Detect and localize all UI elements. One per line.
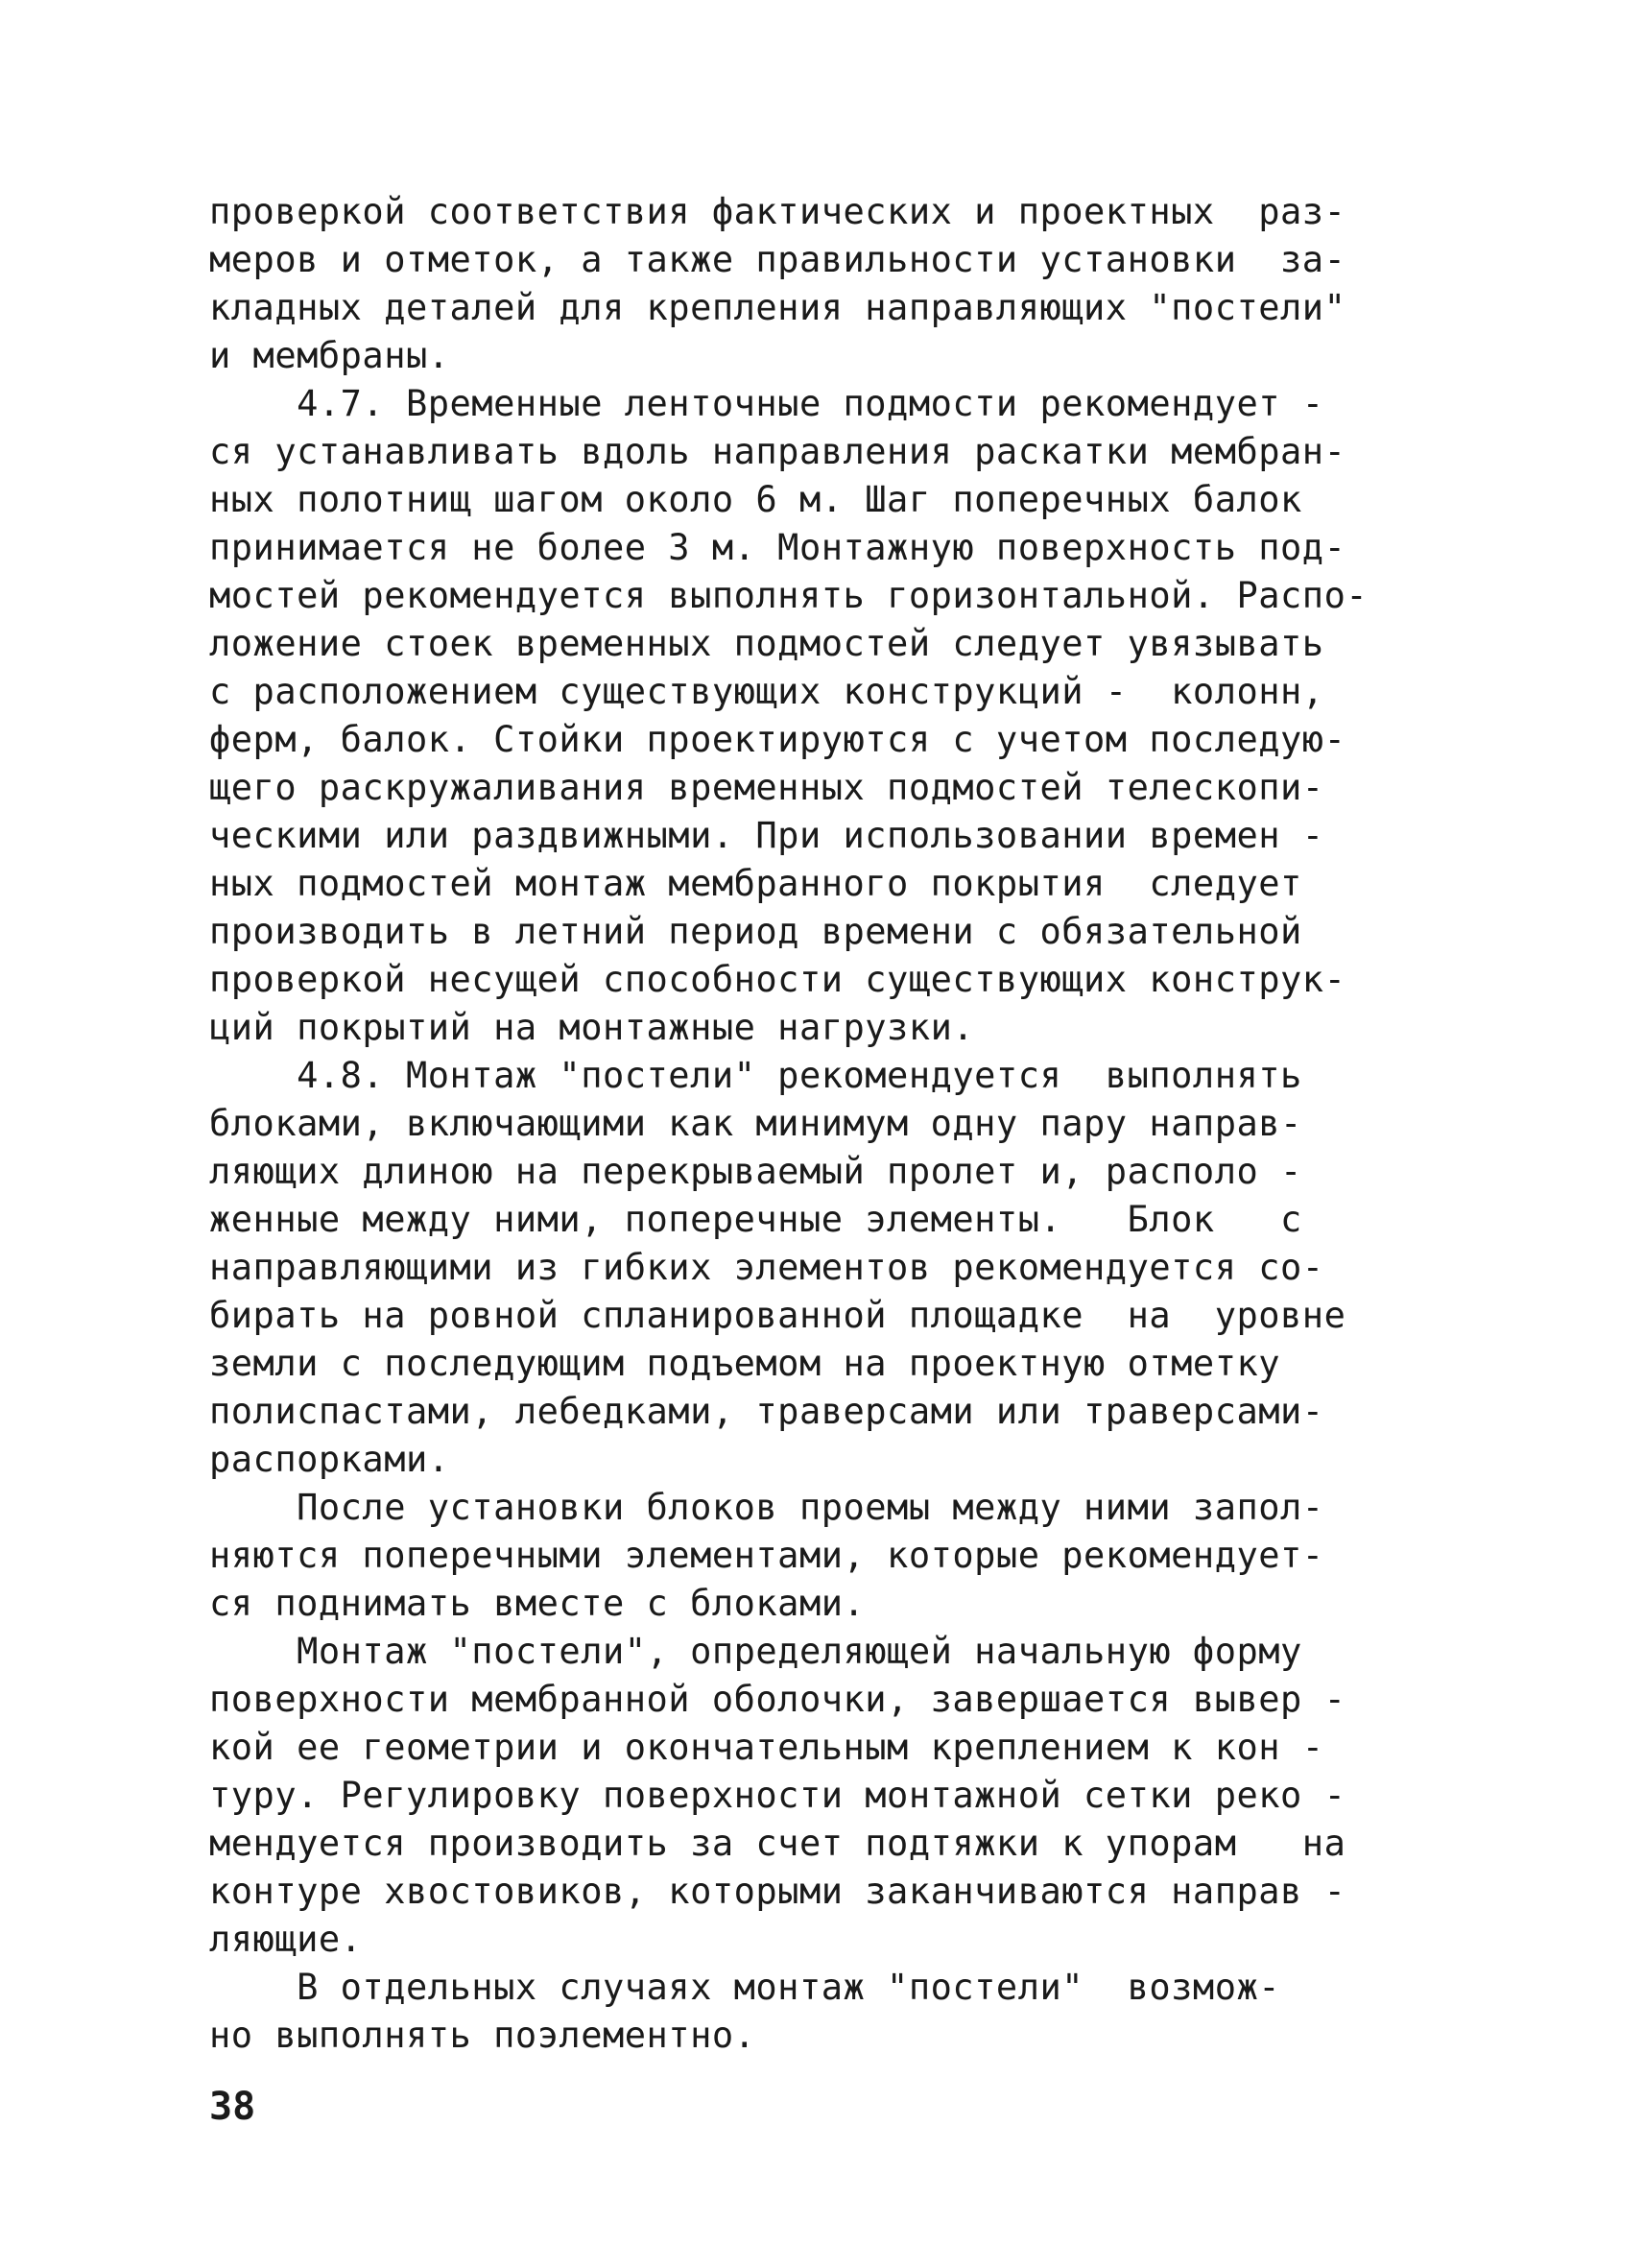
text-line: но выполнять поэлементно. — [209, 2015, 756, 2056]
text-line: В отдельных случаях монтаж "постели" возмож- — [209, 1967, 1281, 2008]
text-line: принимается не более 3 м. Монтажную поверхность под- — [209, 527, 1346, 568]
text-line: ных подмостей монтаж мембранного покрытия следует — [209, 863, 1302, 904]
text-line: ций покрытий на монтажные нагрузки. — [209, 1007, 975, 1048]
text-line: кладных деталей для крепления направляющих "постели" — [209, 287, 1346, 328]
text-line: ческими или раздвижными. При использовании времен - — [209, 815, 1324, 856]
text-line: меров и отметок, а также правильности установки за- — [209, 239, 1346, 280]
text-line: 4.8. Монтаж "постели" рекомендуется выполнять — [209, 1055, 1302, 1096]
text-line: производить в летний период времени с обязательной — [209, 911, 1302, 952]
text-line: полиспастами, лебедками, траверсами или траверсами- — [209, 1391, 1324, 1432]
text-line: мостей рекомендуется выполнять горизонтальной. Распо- — [209, 575, 1369, 616]
text-line: проверкой несущей способности существующих конструк- — [209, 959, 1346, 1000]
text-line: ляющие. — [209, 1919, 363, 1960]
text-line: блоками, включающими как минимум одну пару направ- — [209, 1103, 1302, 1144]
text-line: женные между ними, поперечные элементы. Блок с — [209, 1199, 1302, 1240]
text-line: мендуется производить за счет подтяжки к упорам на — [209, 1823, 1346, 1864]
text-line: поверхности мембранной оболочки, завершается вывер - — [209, 1679, 1346, 1720]
text-line: направляющими из гибких элементов рекомендуется со- — [209, 1247, 1324, 1288]
page-number: 38 — [209, 2085, 256, 2129]
text-line: ся устанавливать вдоль направления раскатки мембран- — [209, 431, 1346, 472]
text-line: ных полотнищ шагом около 6 м. Шаг поперечных балок — [209, 479, 1302, 520]
text-line: кой ее геометрии и окончательным креплением к кон - — [209, 1727, 1324, 1768]
text-line: и мембраны. — [209, 335, 450, 376]
text-line: контуре хвостовиков, которыми заканчиваются направ - — [209, 1871, 1346, 1912]
text-line: туру. Регулировку поверхности монтажной сетки реко - — [209, 1775, 1346, 1816]
text-line: ляющих длиною на перекрываемый пролет и, располо - — [209, 1151, 1302, 1192]
text-line: щего раскружаливания временных подмостей телескопи- — [209, 767, 1324, 808]
text-line: распорками. — [209, 1439, 450, 1480]
text-line: ложение стоек временных подмостей следует увязывать — [209, 623, 1324, 664]
text-line: бирать на ровной спланированной площадке на уровне — [209, 1295, 1346, 1336]
text-line: Монтаж "постели", определяющей начальную форму — [209, 1631, 1302, 1672]
text-line: После установки блоков проемы между ними запол- — [209, 1487, 1324, 1528]
text-line: ферм, балок. Стойки проектируются с учетом последую- — [209, 719, 1346, 760]
text-line: ся поднимать вместе с блоками. — [209, 1583, 866, 1624]
text-line: земли с последующим подъемом на проектную отметку — [209, 1343, 1281, 1384]
text-line: 4.7. Временные ленточные подмости рекомендует - — [209, 383, 1324, 424]
text-line: няются поперечными элементами, которые рекомендует- — [209, 1535, 1324, 1576]
text-line: с расположением существующих конструкций - колонн, — [209, 671, 1324, 712]
text-line: проверкой соответствия фактических и проектных раз- — [209, 191, 1346, 232]
